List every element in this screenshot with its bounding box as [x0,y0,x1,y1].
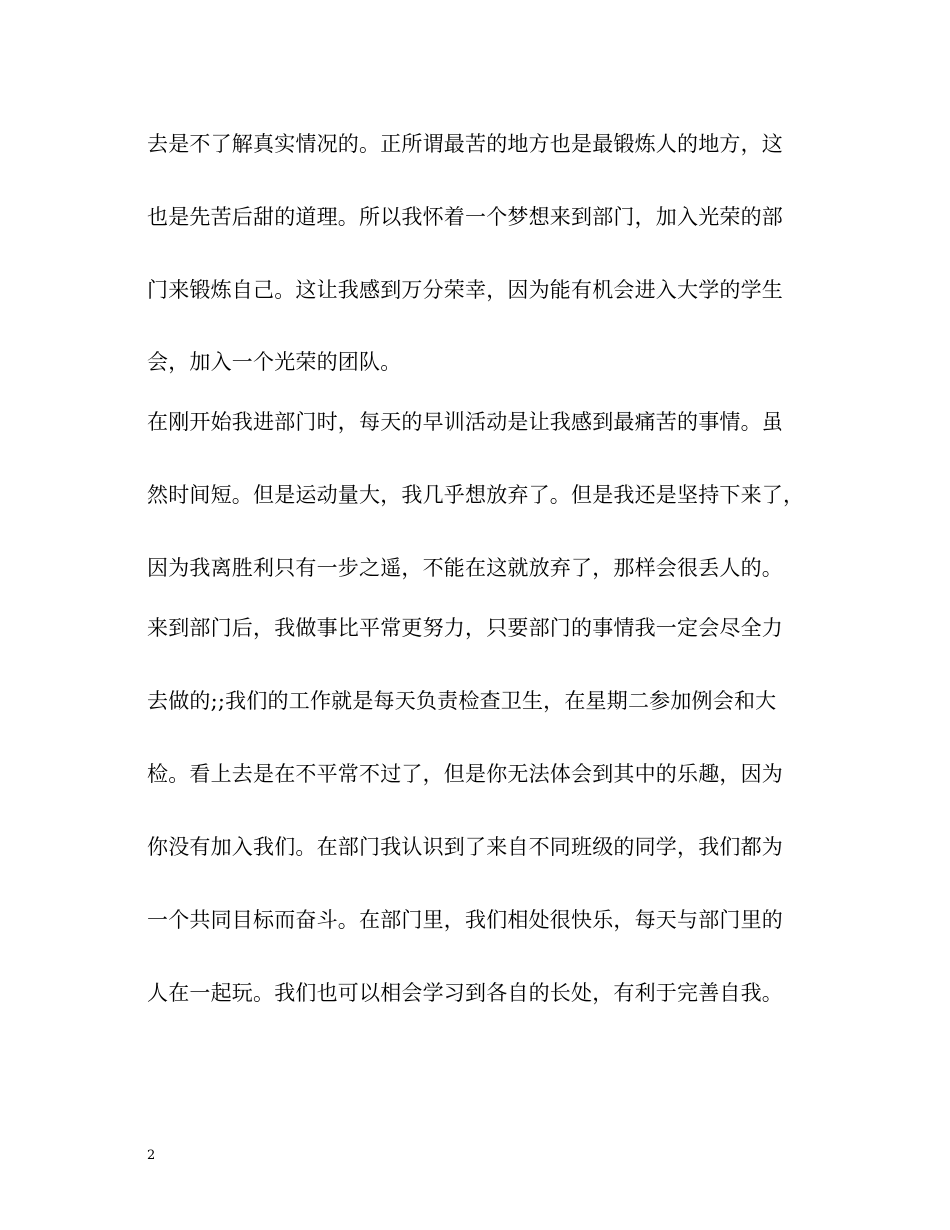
body-text-line: 因为我离胜利只有一步之遥，不能在这就放弃了，那样会很丢人的。 [147,556,783,580]
body-text-line: 也是先苦后甜的道理。所以我怀着一个梦想来到部门，加入光荣的部 [147,205,783,229]
body-text-line: 然时间短。但是运动量大，我几乎想放弃了。但是我还是坚持下来了， [147,483,805,507]
body-text-line: 你没有加入我们。在部门我认识到了来自不同班级的同学，我们都为 [147,835,783,859]
body-text-line: 会，加入一个光荣的团队。 [147,350,402,374]
body-text-line: 来到部门后，我做事比平常更努力，只要部门的事情我一定会尽全力 [147,616,783,640]
body-text-line: 一个共同目标而奋斗。在部门里，我们相处很快乐，每天与部门里的 [147,908,783,932]
body-text-line: 去做的;;我们的工作就是每天负责检查卫生，在星期二参加例会和大 [147,689,777,713]
body-text-line: 人在一起玩。我们也可以相会学习到各自的长处，有利于完善自我。 [147,981,783,1005]
body-text-line: 检。看上去是在不平常不过了，但是你无法体会到其中的乐趣，因为 [147,762,783,786]
body-text-line: 去是不了解真实情况的。正所谓最苦的地方也是最锻炼人的地方，这 [147,132,783,156]
page-number: 2 [147,1148,156,1163]
body-text-line: 门来锻炼自己。这让我感到万分荣幸，因为能有机会进入大学的学生 [147,278,783,302]
body-text-line: 在刚开始我进部门时，每天的早训活动是让我感到最痛苦的事情。虽 [147,410,783,434]
